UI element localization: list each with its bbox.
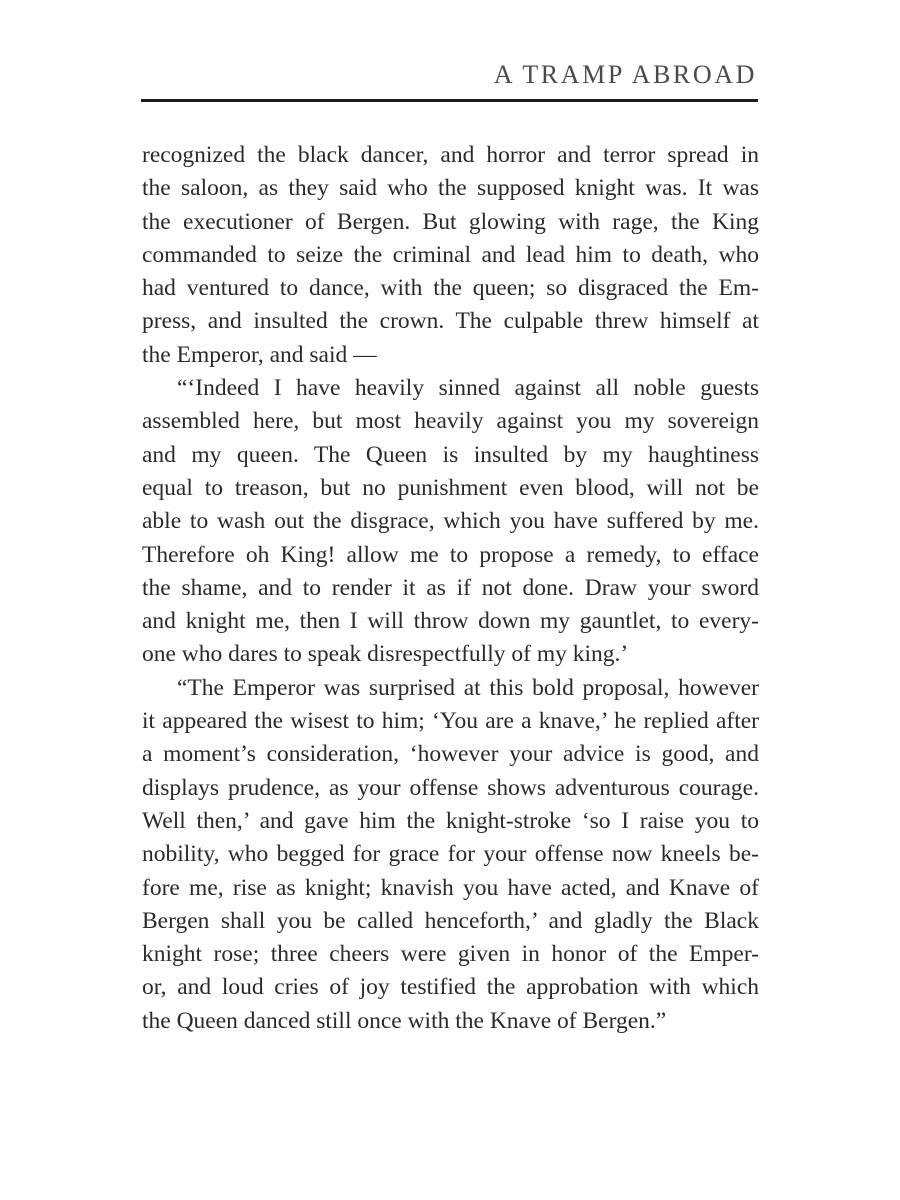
text-line: “‘Indeed I have heavily sinned against all noble guests	[177, 375, 759, 402]
text-line: equal to treason, but no punishment even blood, will not be	[142, 474, 759, 501]
text-line: displays prudence, as your offense shows adventurous courage.	[142, 774, 759, 801]
text-line: a moment’s consideration, ‘however your advice is good, and	[142, 741, 759, 768]
text-line: recognized the black dancer, and horror and terror spread in	[142, 142, 759, 168]
text-line: the Emperor, and said —	[142, 341, 377, 368]
text-line: press, and insulted the crown. The culpable threw himself at	[142, 308, 759, 335]
text-line: commanded to seize the criminal and lead him to death, who	[142, 241, 759, 268]
text-line: Well then,’ and gave him the knight-stroke ‘so I raise you to	[142, 807, 759, 834]
body-text	[142, 139, 759, 1038]
text-line: it appeared the wisest to him; ‘You are a knave,’ he replied after	[142, 708, 759, 735]
text-line: the executioner of Bergen. But glowing with rage, the King	[142, 208, 759, 235]
text-line: Therefore oh King! allow me to propose a remedy, to efface	[142, 541, 759, 568]
header-rule	[141, 99, 758, 102]
text-line: and my queen. The Queen is insulted by my haughtiness	[142, 441, 759, 468]
paragraph	[142, 139, 759, 372]
text-line: fore me, rise as knight; knavish you have acted, and Knave of	[142, 874, 759, 901]
text-line: and knight me, then I will throw down my gauntlet, to every-	[142, 608, 759, 635]
text-line: knight rose; three cheers were given in honor of the Emper-	[142, 941, 759, 968]
text-line: the saloon, as they said who the supposed knight was. It was	[142, 175, 759, 202]
text-line: the Queen danced still once with the Knave of Bergen.”	[142, 1007, 667, 1034]
text-line: nobility, who begged for grace for your offense now kneels be-	[142, 841, 759, 868]
text-line: assembled here, but most heavily against you my sovereign	[142, 408, 759, 435]
running-head: A TRAMP ABROAD	[493, 60, 757, 89]
text-line: one who dares to speak disrespectfully of my king.’	[142, 641, 629, 668]
text-line: or, and loud cries of joy testified the approbation with which	[142, 974, 759, 1001]
text-line: “The Emperor was surprised at this bold proposal, however	[177, 674, 759, 701]
paragraph	[142, 672, 759, 1038]
text-line: had ventured to dance, with the queen; so disgraced the Em-	[142, 275, 759, 302]
text-line: the shame, and to render it as if not done. Draw your sword	[142, 574, 759, 601]
text-line: able to wash out the disgrace, which you have suffered by me.	[142, 508, 759, 535]
paragraph	[142, 372, 759, 672]
text-line: Bergen shall you be called henceforth,’ and gladly the Black	[142, 907, 759, 934]
